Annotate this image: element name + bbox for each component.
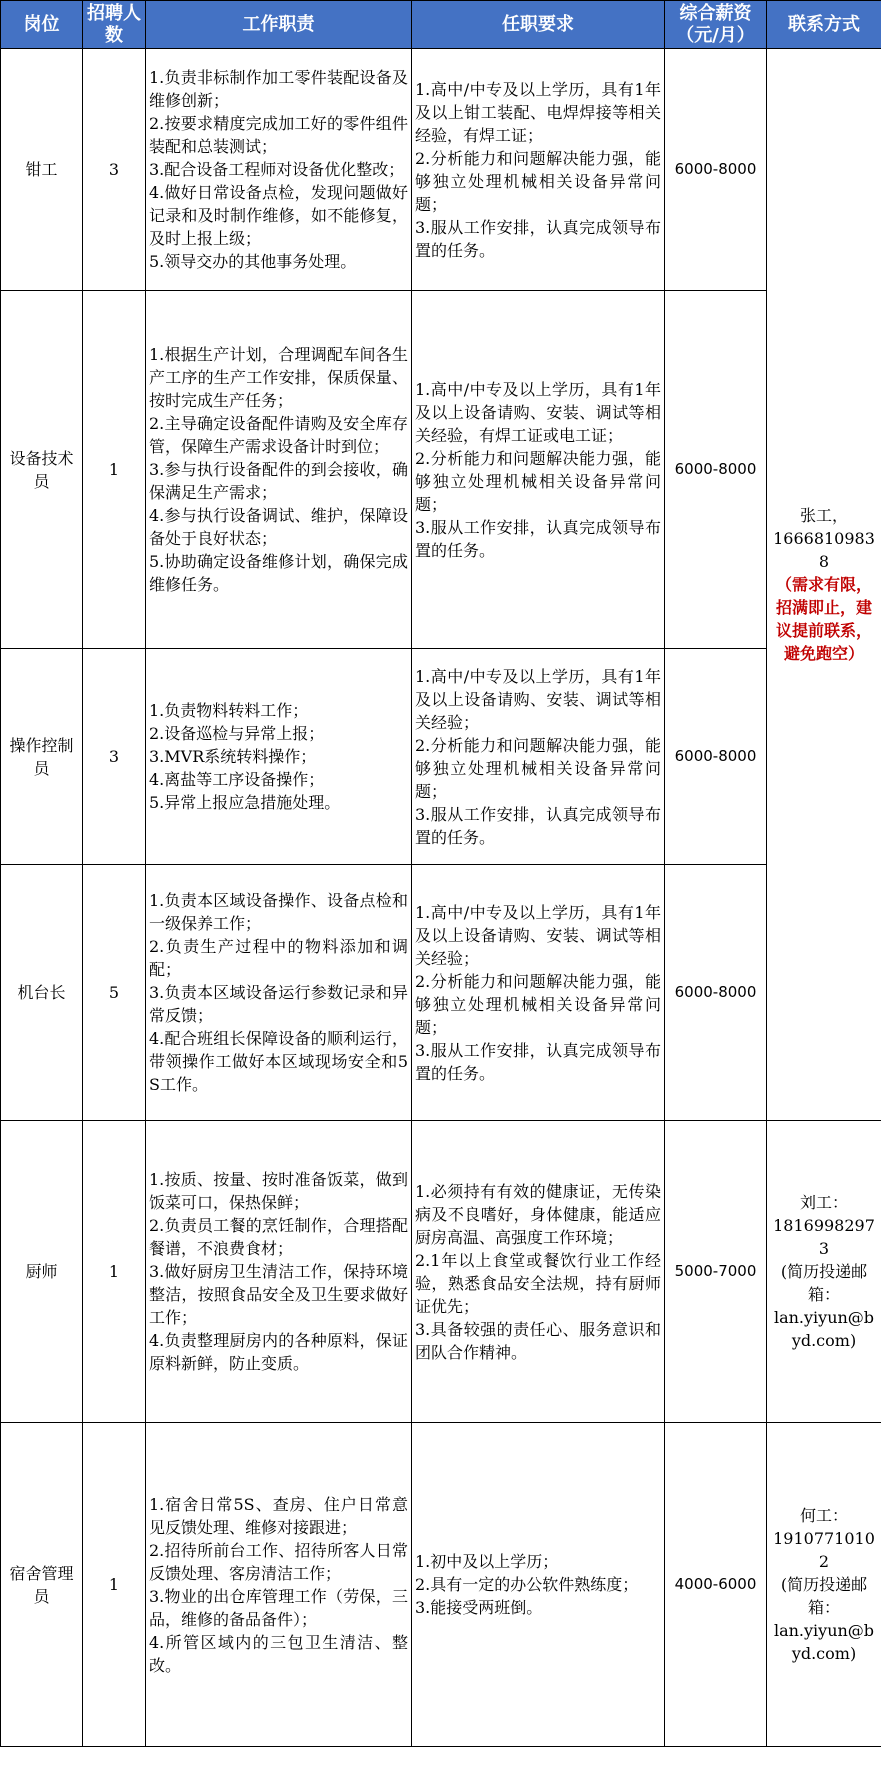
duty-item: 1.负责物料转料工作；: [149, 701, 309, 720]
requirement-item: 1.高中/中专及以上学历，具有1年及以上钳工装配、电焊焊接等相关经验，有焊工证；: [415, 79, 661, 145]
requirements-cell: [412, 1121, 665, 1423]
duty-item: 5.异常上报应急措施处理。: [149, 793, 341, 812]
duty-item: 4.负责整理厨房内的各种原料，保证原料新鲜，防止变质。: [149, 1331, 408, 1373]
headcount-cell: 1: [83, 1121, 146, 1423]
contact-name: 何工：: [799, 1506, 848, 1525]
header-row: [1, 1, 881, 49]
requirement-item: 3.服从工作安排，认真完成领导布置的任务。: [415, 1040, 661, 1083]
requirement-item: 1.必须持有有效的健康证，无传染病及不良嗜好，身体健康，能适应厨房高温、高强度工作环境；: [415, 1181, 661, 1247]
duty-item: 4.参与执行设备调试、维护，保障设备处于良好状态；: [149, 506, 408, 548]
table-row: [1, 49, 881, 291]
duty-item: 5.领导交办的其他事务处理。: [149, 252, 357, 271]
requirement-item: 3.具备较强的责任心、服务意识和团队合作精神。: [415, 1319, 661, 1362]
salary-cell: 6000-8000: [665, 865, 767, 1121]
header-duties: 工作职责: [146, 1, 412, 49]
header-headcount: 招聘人数: [83, 1, 146, 49]
duty-item: 2.负责员工餐的烹饪制作，合理搭配餐谱，不浪费食材；: [149, 1216, 408, 1258]
requirement-item: 1.初中及以上学历；: [415, 1552, 559, 1571]
requirement-item: 3.服从工作安排，认真完成领导布置的任务。: [415, 517, 661, 560]
contact-email: lan.yiyun@byd.com): [773, 1308, 875, 1350]
duty-item: 2.负责生产过程中的物料添加和调配；: [149, 937, 408, 979]
header-contact: 联系方式: [767, 1, 881, 49]
position-cell: 厨师: [1, 1121, 83, 1423]
requirement-item: 3.服从工作安排，认真完成领导布置的任务。: [415, 804, 661, 847]
requirement-item: 1.高中/中专及以上学历，具有1年及以上设备请购、安装、调试等相关经验；: [415, 902, 661, 968]
duty-item: 3.参与执行设备配件的到会接收，确保满足生产需求；: [149, 460, 408, 502]
duty-item: 2.招待所前台工作、招待所客人日常反馈处理、客房清洁工作；: [149, 1540, 408, 1583]
duties-cell: [146, 1423, 412, 1747]
duty-item: 4.离盐等工序设备操作；: [149, 770, 325, 789]
duty-item: 2.设备巡检与异常上报；: [149, 724, 325, 743]
duty-item: 1.根据生产计划，合理调配车间各生产工序的生产工作安排，保质保量、按时完成生产任务；: [149, 345, 408, 410]
duty-item: 2.主导确定设备配件请购及安全库存管，保障生产需求设备计时到位；: [149, 414, 408, 456]
position-cell: 机台长: [1, 865, 83, 1121]
table-row: [1, 291, 881, 649]
requirements-cell: [412, 865, 665, 1121]
headcount-cell: 5: [83, 865, 146, 1121]
requirement-item: 2.分析能力和问题解决能力强，能够独立处理机械相关设备异常问题；: [415, 735, 661, 801]
duty-item: 5.协助确定设备维修计划，确保完成维修任务。: [149, 552, 408, 594]
requirements-cell: [412, 291, 665, 649]
duty-item: 3.物业的出仓库管理工作（劳保，三品，维修的备品备件）；: [149, 1586, 408, 1629]
salary-cell: 6000-8000: [665, 49, 767, 291]
duty-item: 1.负责本区域设备操作、设备点检和一级保养工作；: [149, 891, 408, 933]
contact-phone: 18169982973: [773, 1216, 875, 1258]
duty-item: 1.负责非标制作加工零件装配设备及维修创新；: [149, 68, 408, 110]
requirement-item: 1.高中/中专及以上学历，具有1年及以上设备请购、安装、调试等相关经验；: [415, 666, 661, 732]
requirement-item: 2.具有一定的办公软件熟练度；: [415, 1575, 639, 1594]
requirement-item: 2.分析能力和问题解决能力强，能够独立处理机械相关设备异常问题；: [415, 448, 661, 514]
salary-cell: 4000-6000: [665, 1423, 767, 1747]
duty-item: 3.做好厨房卫生清洁工作，保持环境整洁，按照食品安全及卫生要求做好工作；: [149, 1262, 408, 1327]
requirements-cell: [412, 649, 665, 865]
table-row: [1, 1121, 881, 1423]
duties-cell: [146, 649, 412, 865]
salary-cell: 5000-7000: [665, 1121, 767, 1423]
duty-item: 4.所管区域内的三包卫生清洁、整改。: [149, 1632, 408, 1675]
contact-note: （需求有限，招满即止，建议提前联系，避免跑空）: [775, 575, 872, 663]
duty-item: 1.宿舍日常5S、查房、住户日常意见反馈处理、维修对接跟进；: [149, 1494, 408, 1537]
contact-cell-liu: [767, 1121, 881, 1423]
requirements-cell: [412, 49, 665, 291]
contact-note: (简历投递邮箱：: [780, 1262, 868, 1304]
header-position: 岗位: [1, 1, 83, 49]
position-cell: 宿舍管理员: [1, 1423, 83, 1747]
requirement-item: 1.高中/中专及以上学历，具有1年及以上设备请购、安装、调试等相关经验，有焊工证或电工证；: [415, 379, 661, 445]
duties-cell: [146, 291, 412, 649]
duty-item: 1.按质、按量、按时准备饭菜，做到饭菜可口，保热保鲜；: [149, 1170, 408, 1212]
position-cell: 设备技术员: [1, 291, 83, 649]
requirement-item: 2.分析能力和问题解决能力强，能够独立处理机械相关设备异常问题；: [415, 148, 661, 214]
duty-item: 4.做好日常设备点检，发现问题做好记录和及时制作维修，如不能修复，及时上报上级；: [149, 183, 408, 248]
duty-item: 3.负责本区域设备运行参数记录和异常反馈；: [149, 983, 408, 1025]
salary-cell: 6000-8000: [665, 649, 767, 865]
duties-cell: [146, 49, 412, 291]
table-row: [1, 865, 881, 1121]
contact-phone: 19107710102: [773, 1529, 875, 1571]
header-salary: 综合薪资（元/月）: [665, 1, 767, 49]
duty-item: 3.MVR系统转料操作；: [149, 747, 317, 766]
contact-cell-zhang: [767, 49, 881, 1121]
duties-cell: [146, 1121, 412, 1423]
requirement-item: 3.服从工作安排，认真完成领导布置的任务。: [415, 217, 661, 260]
requirement-item: 3.能接受两班倒。: [415, 1598, 543, 1617]
duties-cell: [146, 865, 412, 1121]
duty-item: 4.配合班组长保障设备的顺利运行，带领操作工做好本区域现场安全和5S工作。: [149, 1029, 408, 1094]
duty-item: 3.配合设备工程师对设备优化整改；: [149, 160, 405, 179]
headcount-cell: 3: [83, 649, 146, 865]
requirements-cell: [412, 1423, 665, 1747]
headcount-cell: 3: [83, 49, 146, 291]
contact-email: lan.yiyun@byd.com): [773, 1621, 875, 1663]
header-requirements: 任职要求: [412, 1, 665, 49]
contact-note: (简历投递邮箱：: [780, 1575, 868, 1617]
position-cell: 钳工: [1, 49, 83, 291]
duty-item: 2.按要求精度完成加工好的零件组件装配和总装测试；: [149, 114, 408, 156]
salary-cell: 6000-8000: [665, 291, 767, 649]
position-cell: 操作控制员: [1, 649, 83, 865]
contact-cell-he: [767, 1423, 881, 1747]
contact-phone: 16668109838: [773, 529, 875, 571]
table-row: [1, 1423, 881, 1747]
contact-name: 刘工：: [799, 1193, 848, 1212]
table-row: [1, 649, 881, 865]
headcount-cell: 1: [83, 1423, 146, 1747]
requirement-item: 2.1年以上食堂或餐饮行业工作经验，熟悉食品安全法规，持有厨师证优先；: [415, 1250, 661, 1316]
contact-name: 张工，: [799, 506, 848, 525]
headcount-cell: 1: [83, 291, 146, 649]
requirement-item: 2.分析能力和问题解决能力强，能够独立处理机械相关设备异常问题；: [415, 971, 661, 1037]
